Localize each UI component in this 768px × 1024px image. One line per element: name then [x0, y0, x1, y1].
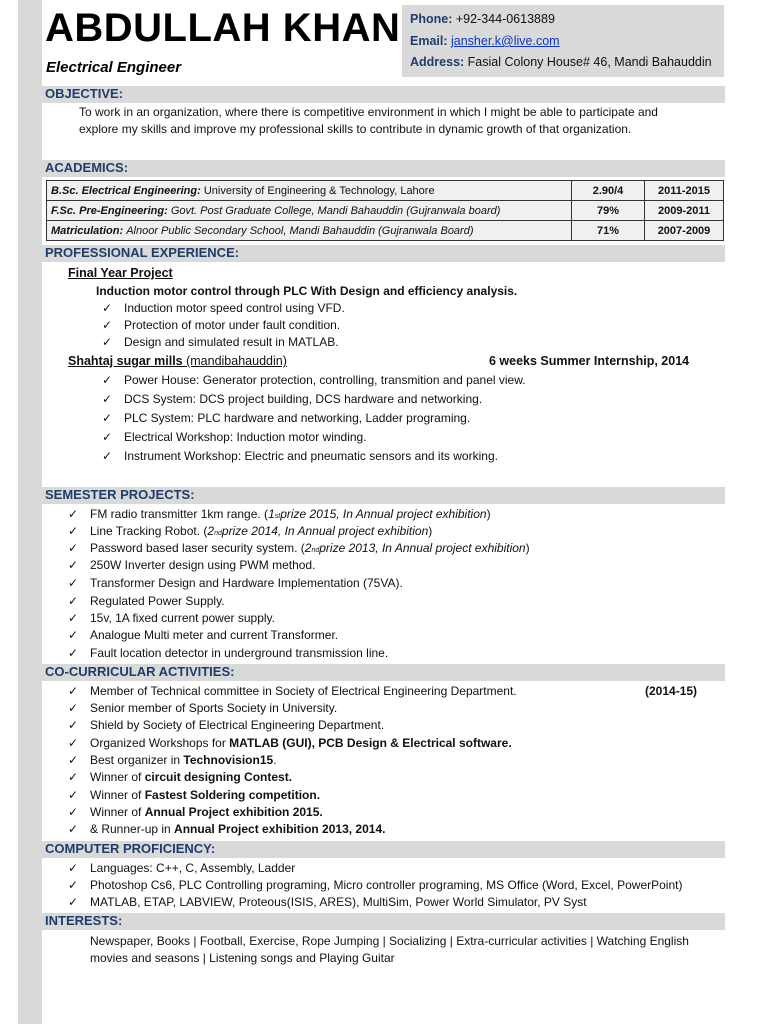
check-icon: ✓	[68, 718, 79, 732]
list-item: ✓ Winner of Fastest Soldering competition.	[68, 788, 321, 802]
check-icon: ✓	[102, 411, 113, 425]
check-icon: ✓	[68, 576, 79, 590]
degree-cell: F.Sc. Pre-Engineering: Govt. Post Graduate College, Mandi Bahauddin (Gujranwala board)	[47, 201, 572, 221]
list-item: ✓ Induction motor speed control using VFD.	[102, 301, 345, 315]
list-item: ✓ 15v, 1A fixed current power supply.	[68, 611, 275, 625]
section-title: OBJECTIVE:	[45, 86, 124, 101]
list-item: ✓ Organized Workshops for MATLAB (GUI), PCB Design & Electrical software.	[68, 736, 512, 750]
objective-section-header	[42, 86, 725, 103]
grade-cell: 2.90/4	[572, 181, 645, 201]
list-item: ✓ FM radio transmitter 1km range. (1stprize 2015, In Annual project exhibition)	[68, 507, 491, 521]
check-icon: ✓	[68, 558, 79, 572]
check-icon: ✓	[68, 805, 79, 819]
check-icon: ✓	[102, 318, 113, 332]
interests-line: movies and seasons | Listening songs and Playing Guitar	[90, 951, 395, 965]
internship-duration: 6 weeks Summer Internship, 2014	[489, 354, 690, 368]
activity-years: (2014-15)	[645, 684, 698, 698]
degree-cell: Matriculation: Alnoor Public Secondary School, Mandi Bahauddin (Gujranwala Board)	[47, 221, 572, 241]
email-label: Email:	[410, 34, 448, 48]
check-icon: ✓	[68, 788, 79, 802]
list-item: ✓ Winner of circuit designing Contest.	[68, 770, 293, 784]
list-item: ✓ PLC System: PLC hardware and networking, Ladder programing.	[102, 411, 471, 425]
list-item: ✓ Fault location detector in underground transmission line.	[68, 646, 389, 660]
section-title: ACADEMICS:	[45, 160, 129, 175]
check-icon: ✓	[102, 449, 113, 463]
check-icon: ✓	[68, 524, 79, 538]
check-icon: ✓	[68, 736, 79, 750]
grade-cell: 71%	[572, 221, 645, 241]
internship-heading	[68, 354, 287, 368]
interests-section-header	[42, 913, 725, 930]
phone-label: Phone:	[410, 12, 453, 26]
email-link[interactable]: jansher.k@live.com	[451, 34, 560, 48]
experience-section-header	[42, 245, 725, 262]
interests-line: Newspaper, Books | Football, Exercise, Rope Jumping | Socializing | Extra-curricular activities | Watching English	[90, 934, 689, 948]
section-title: CO-CURRICULAR ACTIVITIES:	[45, 664, 235, 679]
check-icon: ✓	[68, 770, 79, 784]
check-icon: ✓	[68, 822, 79, 836]
objective-line: To work in an organization, where there is competitive environment in which I might be able to participate and	[79, 105, 658, 119]
left-margin-bar	[18, 0, 42, 1024]
check-icon: ✓	[68, 701, 79, 715]
address-value: Fasial Colony House# 46, Mandi Bahauddin	[467, 55, 712, 69]
list-item: ✓ Shield by Society of Electrical Engineering Department.	[68, 718, 385, 732]
list-item: ✓ Electrical Workshop: Induction motor winding.	[102, 430, 367, 444]
list-item: ✓ Best organizer in Technovision15.	[68, 753, 277, 767]
check-icon: ✓	[102, 392, 113, 406]
check-icon: ✓	[102, 301, 113, 315]
cocurricular-section-header	[42, 664, 725, 681]
phone-value: +92-344-0613889	[455, 12, 555, 26]
years-cell: 2009-2011	[645, 201, 724, 221]
list-item: ✓ DCS System: DCS project building, DCS hardware and networking.	[102, 392, 483, 406]
academics-section-header	[42, 160, 725, 177]
email-row	[410, 34, 560, 48]
academics-table	[46, 180, 724, 241]
address-label: Address:	[410, 55, 465, 69]
list-item: ✓ MATLAB, ETAP, LABVIEW, Proteous(ISIS, ARES), MultiSim, Power World Simulator, PV Syst	[68, 895, 587, 909]
list-item: ✓ Transformer Design and Hardware Implementation (75VA).	[68, 576, 403, 590]
list-item: ✓ Power House: Generator protection, controlling, transmition and panel view.	[102, 373, 526, 387]
years-cell: 2011-2015	[645, 181, 724, 201]
degree-cell: B.Sc. Electrical Engineering: University of Engineering & Technology, Lahore	[47, 181, 572, 201]
table-row	[47, 221, 724, 241]
list-item: ✓ Senior member of Sports Society in University.	[68, 701, 338, 715]
objective-line: explore my skills and improve my professional skills to contribute in dynamic growth of that organization.	[79, 122, 632, 136]
list-item: ✓ Instrument Workshop: Electric and pneumatic sensors and its working.	[102, 449, 498, 463]
fyp-subtitle: Induction motor control through PLC With Design and efficiency analysis.	[96, 284, 518, 298]
list-item: ✓ Photoshop Cs6, PLC Controlling programing, Micro controller programing, MS Office (Word, Excel, PowerPoint)	[68, 878, 683, 892]
check-icon: ✓	[68, 895, 79, 909]
fyp-title: Final Year Project	[68, 266, 173, 280]
list-item: ✓ Design and simulated result in MATLAB.	[102, 335, 339, 349]
list-item: ✓ 250W Inverter design using PWM method.	[68, 558, 316, 572]
table-row	[47, 201, 724, 221]
check-icon: ✓	[68, 611, 79, 625]
applicant-name: ABDULLAH KHAN	[45, 6, 401, 50]
section-title: INTERESTS:	[45, 913, 123, 928]
list-item: ✓ Regulated Power Supply.	[68, 594, 225, 608]
check-icon: ✓	[102, 430, 113, 444]
check-icon: ✓	[68, 878, 79, 892]
semester-section-header	[42, 487, 725, 504]
address-row	[410, 55, 712, 69]
job-title: Electrical Engineer	[46, 59, 182, 76]
table-row	[47, 181, 724, 201]
check-icon: ✓	[68, 507, 79, 521]
check-icon: ✓	[102, 335, 113, 349]
years-cell: 2007-2009	[645, 221, 724, 241]
internship-company: Shahtaj sugar mills	[68, 354, 183, 368]
section-title: COMPUTER PROFICIENCY:	[45, 841, 216, 856]
list-item: ✓ Member of Technical committee in Society of Electrical Engineering Department.	[68, 684, 517, 698]
grade-cell: 79%	[572, 201, 645, 221]
list-item: ✓ Languages: C++, C, Assembly, Ladder	[68, 861, 296, 875]
check-icon: ✓	[102, 373, 113, 387]
check-icon: ✓	[68, 646, 79, 660]
list-item: ✓ Protection of motor under fault condition.	[102, 318, 341, 332]
list-item: ✓ Analogue Multi meter and current Transformer.	[68, 628, 339, 642]
check-icon: ✓	[68, 541, 79, 555]
list-item: ✓ Winner of Annual Project exhibition 2015.	[68, 805, 323, 819]
internship-location: (mandibahauddin)	[182, 354, 287, 368]
check-icon: ✓	[68, 753, 79, 767]
contact-box	[402, 5, 724, 77]
check-icon: ✓	[68, 594, 79, 608]
computer-section-header	[42, 841, 725, 858]
phone-row	[410, 12, 555, 26]
list-item: ✓ Line Tracking Robot. (2ndprize 2014, In Annual project exhibition)	[68, 524, 433, 538]
section-title: SEMESTER PROJECTS:	[45, 487, 195, 502]
list-item: ✓ & Runner-up in Annual Project exhibition 2013, 2014.	[68, 822, 386, 836]
check-icon: ✓	[68, 684, 79, 698]
section-title: PROFESSIONAL EXPERIENCE:	[45, 245, 240, 260]
list-item: ✓ Password based laser security system. (2ndprize 2013, In Annual project exhibition)	[68, 541, 530, 555]
check-icon: ✓	[68, 628, 79, 642]
check-icon: ✓	[68, 861, 79, 875]
